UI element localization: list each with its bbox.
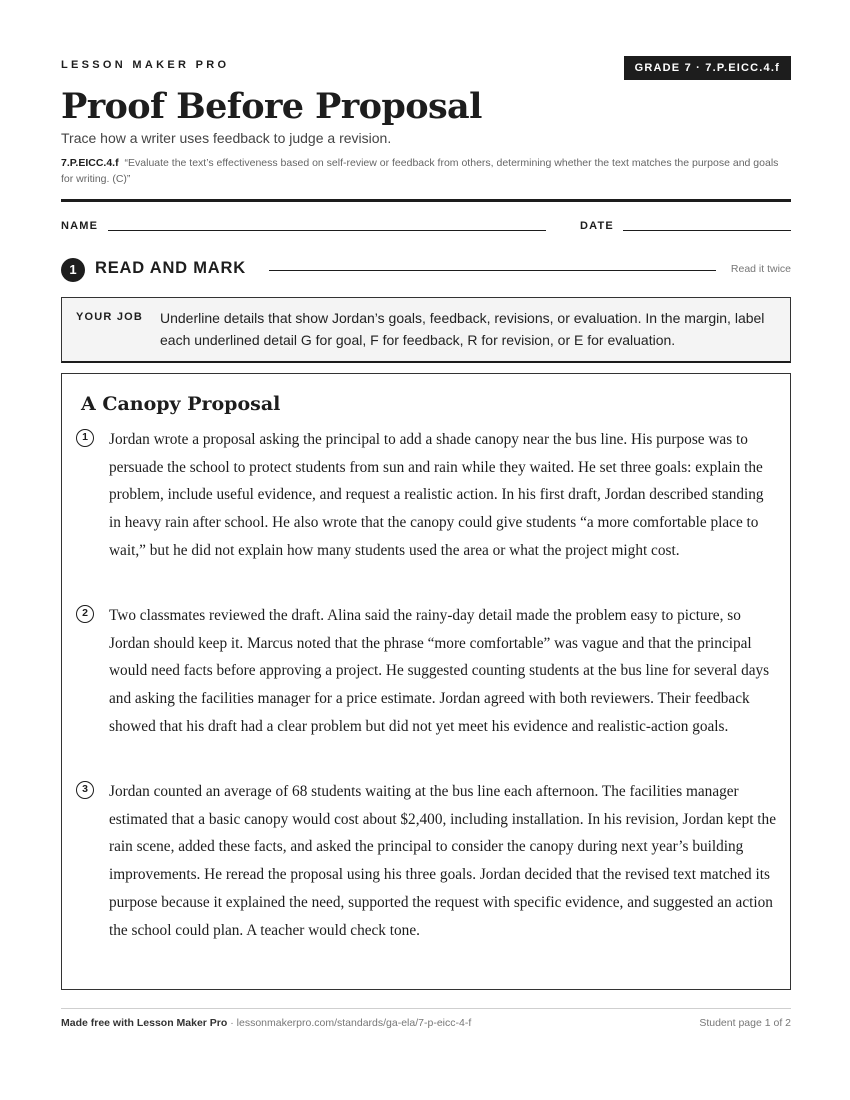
footer-url[interactable]: · lessonmakerpro.com/standards/ga-ela/7-p-eicc-4-f — [227, 1017, 472, 1029]
worksheet-page — [61, 0, 791, 1100]
standard-code: 7.P.EICC.4.f — [61, 157, 119, 169]
name-date-row — [61, 219, 791, 235]
paragraph-number-2: 2 — [76, 605, 94, 623]
name-label: NAME — [61, 220, 99, 232]
standard-statement — [61, 155, 791, 187]
section-rule — [269, 270, 716, 271]
paragraph-text-3: Jordan counted an average of 68 students waiting at the bus line each afternoon. The facilities manager estimated that a basic canopy would cost about $2,400, including installation. In his revision, Jordan kept the rain scene, added these facts, and asked the principal to consider the canopy during next year’s building improvements. He reread the proposal using his three goals. Jordan decided that the revised text matched its purpose because it explained the need, supported the request with specific evidence, and suggested an action the school could plan. A teacher would check tone. — [109, 783, 776, 939]
brand-name: LESSON MAKER PRO — [61, 59, 230, 71]
passage-title: A Canopy Proposal — [81, 393, 281, 415]
paragraph-number-3: 3 — [76, 781, 94, 799]
paragraph-text-2: Two classmates reviewed the draft. Alina said the rainy-day detail made the problem easy to picture, so Jordan should keep it. Marcus noted that the phrase “more comfortable” was vague and that the principal would need facts before approving a project. He suggested counting students at the bus line for several days and asking the facilities manager for a price estimate. Jordan agreed with both reviewers. Their feedback showed that his draft had a clear problem but did not yet meet his evidence and realistic-action goals. — [109, 607, 770, 735]
page-indicator: Student page 1 of 2 — [699, 1017, 791, 1029]
date-field[interactable] — [623, 230, 791, 231]
section-heading — [61, 258, 791, 282]
section-note: Read it twice — [730, 263, 791, 275]
header-divider — [61, 199, 791, 202]
grade-badge: GRADE 7 · 7.P.EICC.4.f — [624, 56, 791, 80]
section-title: READ AND MARK — [95, 259, 246, 277]
paragraph-text-1: Jordan wrote a proposal asking the principal to add a shade canopy near the bus line. His purpose was to persuade the school to protect students from sun and rain while they waited. He set three goals: explain the problem, include useful evidence, and request a realistic action. In his first draft, Jordan described standing in heavy rain after school. He also wrote that the canopy could give students “a more comfortable place to wait,” but he did not explain how many students used the area or what the project might cost. — [109, 431, 764, 559]
footer-divider — [61, 1008, 791, 1009]
instructions-box — [61, 297, 791, 363]
name-field[interactable] — [108, 230, 546, 231]
footer-credit — [61, 1017, 471, 1029]
page-subtitle: Trace how a writer uses feedback to judge a revision. — [61, 130, 392, 146]
instructions-text: Underline details that show Jordan’s goals, feedback, revisions, or evaluation. In the margin, label each underlined detail G for goal, F for feedback, R for revision, or E for evaluation. — [160, 310, 765, 348]
date-label: DATE — [580, 220, 614, 232]
top-bar — [61, 56, 791, 80]
section-number-badge: 1 — [61, 258, 85, 282]
footer-brand: Made free with Lesson Maker Pro — [61, 1017, 228, 1029]
standard-text: “Evaluate the text’s effectiveness based on self-review or feedback from others, determining whether the text matches the purpose and goals for writing. (C)” — [61, 157, 779, 185]
page-title: Proof Before Proposal — [61, 86, 482, 127]
paragraph-number-1: 1 — [76, 429, 94, 447]
instructions-label: YOUR JOB — [76, 311, 144, 323]
reading-passage — [61, 373, 791, 990]
